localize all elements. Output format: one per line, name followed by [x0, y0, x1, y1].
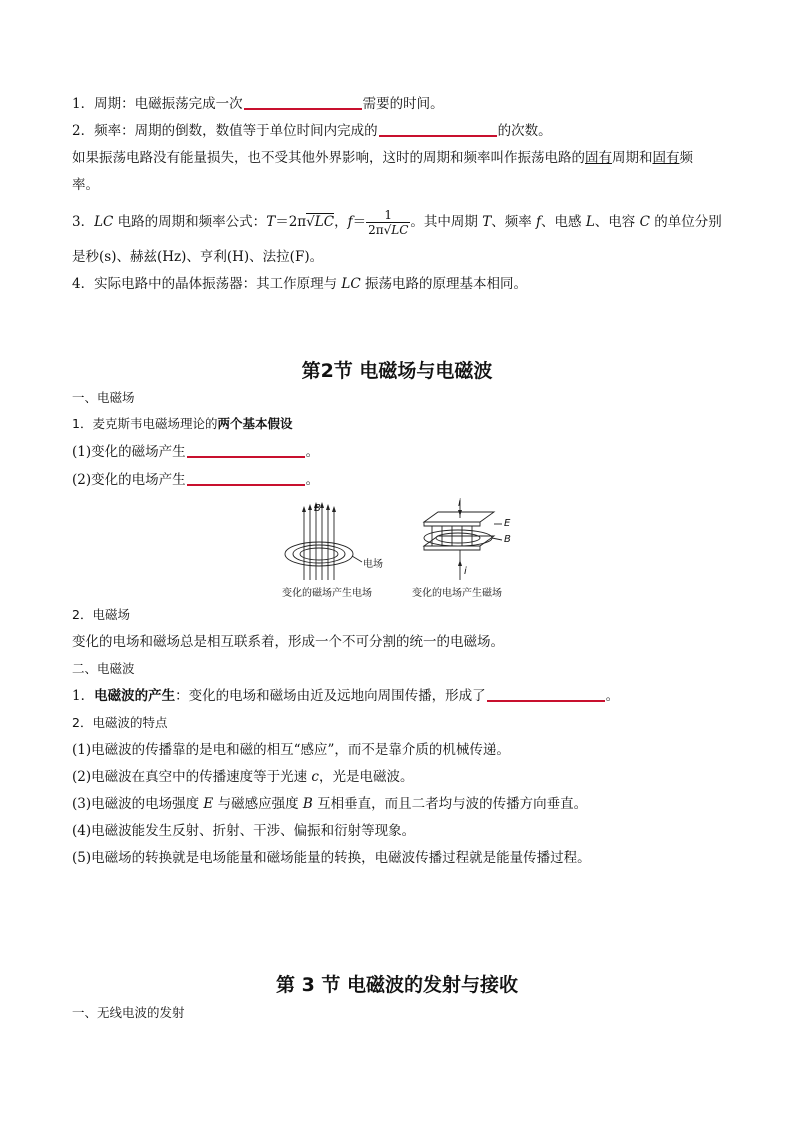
- fill-blank[interactable]: [487, 686, 605, 702]
- symbol-t: T: [482, 214, 492, 230]
- label-i-top: i: [458, 498, 461, 509]
- text: (2)变化的电场产生: [72, 472, 186, 488]
- text: 互相垂直，而且二者均与波的传播方向垂直。: [312, 796, 588, 812]
- text: 频: [679, 150, 693, 166]
- section-2-title: 第2节 电磁场与电磁波: [301, 360, 493, 382]
- symbol-e: E: [203, 796, 214, 812]
- symbol-l: L: [585, 214, 595, 230]
- maxwell-hypotheses: [72, 414, 292, 434]
- electric-field-figure: [418, 500, 518, 584]
- feature-1: (1)电磁波的传播靠的是电和磁的相互“感应”，而不是靠介质的机械传递。: [72, 742, 510, 758]
- fill-blank[interactable]: [244, 94, 362, 110]
- symbol-lc: LC: [391, 223, 409, 237]
- text: 率。: [72, 177, 99, 193]
- subheading-em-field-2: 2．电磁场: [72, 607, 130, 622]
- text: ，光是电磁波。: [318, 769, 414, 785]
- text: 。: [305, 472, 320, 488]
- text: 。其中周期: [410, 214, 483, 230]
- text: 2π: [368, 223, 384, 237]
- symbol-b: B: [302, 796, 313, 812]
- crystal-oscillator-line: [72, 274, 527, 294]
- feature-2: [72, 767, 413, 787]
- sqrt-radicand: √LC: [306, 214, 335, 230]
- symbol-t: T: [266, 214, 276, 230]
- text: (2)电磁波在真空中的传播速度等于光速: [72, 769, 312, 785]
- label-electric-field: 电场: [363, 559, 383, 570]
- figure-2-caption: 变化的电场产生磁场: [412, 588, 502, 599]
- bold-text: 电磁波的产生: [94, 688, 176, 704]
- feature-5: (5)电磁场的转换就是电场能量和磁场能量的转换，电磁波传播过程就是能量传播过程。: [72, 850, 591, 866]
- frequency-definition: [72, 121, 552, 141]
- text: 1．: [72, 688, 95, 704]
- text: 的单位分别: [649, 214, 722, 230]
- text: ＝2π: [275, 214, 307, 230]
- text: 3．: [72, 214, 95, 230]
- label-e: E: [504, 518, 511, 529]
- symbol-c: C: [639, 214, 650, 230]
- fill-blank[interactable]: [379, 121, 497, 137]
- text: 的次数。: [497, 123, 552, 139]
- text: 4．实际电路中的晶体振荡器：其工作原理与: [72, 276, 342, 292]
- fraction-numerator: 1: [366, 208, 410, 223]
- text: 、电感: [541, 214, 586, 230]
- label-i-bottom: i: [464, 566, 467, 577]
- symbol-lc: LC: [94, 214, 114, 230]
- subheading-em-field: 一、电磁场: [72, 390, 135, 405]
- text: 。: [305, 444, 320, 460]
- subheading-radio-emission: 一、无线电波的发射: [72, 1005, 185, 1020]
- section-3-title: 第 3 节 电磁波的发射与接收: [275, 974, 519, 996]
- period-definition: [72, 94, 444, 114]
- subheading-em-wave: 二、电磁波: [72, 661, 135, 676]
- fraction-denominator: 2π√LC: [368, 223, 409, 237]
- magnetic-field-figure: [282, 502, 392, 582]
- em-field-description: 变化的电场和磁场总是相互联系着，形成一个不可分割的统一的电磁场。: [72, 634, 504, 650]
- text: ，: [334, 214, 348, 230]
- text: ：变化的电场和磁场由近及远地向周围传播，形成了: [175, 688, 486, 704]
- text: 2．频率：周期的倒数，数值等于单位时间内完成的: [72, 123, 378, 139]
- text: 是秒(s)、赫兹(Hz)、亨利(H)、法拉(F)。: [72, 249, 324, 265]
- underlined-text: 固有: [585, 150, 612, 166]
- subheading-wave-features: 2．电磁波的特点: [72, 715, 168, 730]
- text: 。: [605, 688, 620, 704]
- text: 如果振荡电路没有能量损失，也不受其他外界影响，这时的周期和频率叫作振荡电路的: [72, 150, 585, 166]
- hypothesis-2: [72, 470, 319, 490]
- text: (1)变化的磁场产生: [72, 444, 186, 460]
- text: 1．周期：电磁振荡完成一次: [72, 96, 243, 112]
- feature-3: [72, 794, 587, 814]
- text: 与磁感应强度: [213, 796, 303, 812]
- text: 周期和: [612, 150, 653, 166]
- symbol-c: c: [311, 769, 319, 785]
- hypothesis-1: [72, 442, 319, 462]
- text: 、频率: [491, 214, 537, 230]
- natural-period-text-cont: [72, 175, 99, 195]
- em-wave-origin: [72, 686, 619, 706]
- natural-period-text: [72, 148, 693, 168]
- fill-blank[interactable]: [187, 442, 305, 458]
- symbol-f: f: [536, 214, 542, 230]
- figure-1-caption: 变化的磁场产生电场: [282, 588, 372, 599]
- units-line: [72, 247, 323, 267]
- label-b: B: [314, 503, 321, 514]
- frequency-fraction: [366, 208, 410, 237]
- label-b: B: [504, 534, 511, 545]
- symbol-f: f: [347, 214, 353, 230]
- symbol-lc: LC: [314, 214, 335, 230]
- fill-blank[interactable]: [187, 470, 305, 486]
- text: 1．麦克斯韦电磁场理论的: [72, 416, 218, 431]
- text: 振荡电路的原理基本相同。: [360, 276, 527, 292]
- symbol-lc: LC: [341, 276, 361, 292]
- lc-formula-line: [72, 208, 722, 237]
- bold-text: 两个基本假设: [217, 416, 293, 431]
- text: (3)电磁波的电场强度: [72, 796, 204, 812]
- text: 需要的时间。: [362, 96, 444, 112]
- feature-4: (4)电磁波能发生反射、折射、干涉、偏振和衍射等现象。: [72, 823, 416, 839]
- text: 、电容: [594, 214, 640, 230]
- text: 电路的周期和频率公式：: [113, 214, 267, 230]
- text: ＝: [352, 214, 367, 230]
- underlined-text: 固有: [652, 150, 680, 166]
